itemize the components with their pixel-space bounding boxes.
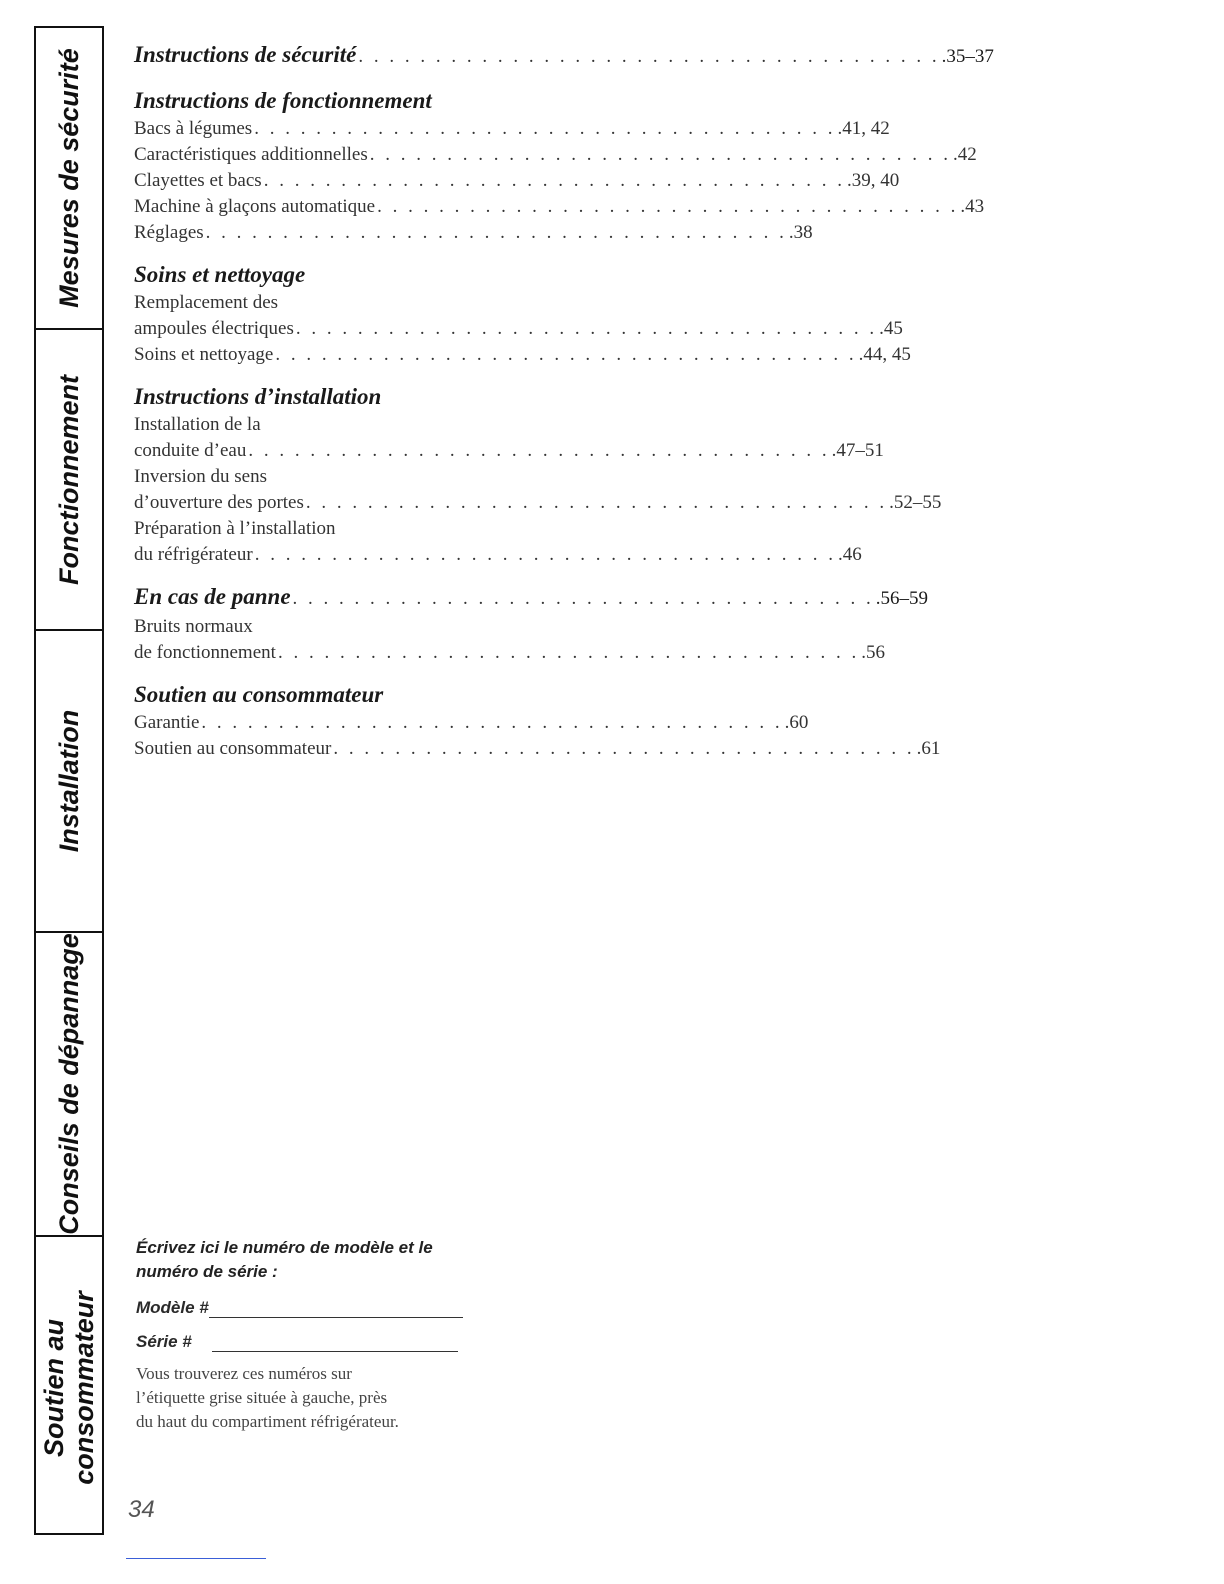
tab-mesures-de-securite[interactable] [36, 28, 102, 330]
toc-page-ref: .42 [952, 144, 977, 165]
leader-dots: . . . . . . . . . . . . . . . . . . . . . . . . . . . . . . . . . . . . . . [254, 118, 836, 139]
leader-dots: . . . . . . . . . . . . . . . . . . . . . . . . . . . . . . . . . . . . . . [305, 492, 888, 513]
toc-section [134, 382, 942, 568]
serial-label: Série # [136, 1332, 192, 1351]
toc-page-ref: .44, 45 [858, 344, 911, 365]
serial-blank-line[interactable] [212, 1333, 458, 1352]
model-serial-record [136, 1236, 496, 1434]
page-number: 34 [128, 1496, 155, 1523]
tab-conseils-de-depannage[interactable] [36, 933, 102, 1237]
toc-page-ref: .52–55 [889, 492, 942, 513]
toc-page-ref: .56 [861, 642, 885, 663]
leader-dots: . . . . . . . . . . . . . . . . . . . . . . . . . . . . . . . . . . . . . . [333, 738, 915, 759]
toc-entry[interactable]: Bruits normaux de fonctionnement . . . . . . . . . . . . . . . . . . . . . . . . . . . . . . . . . . . . . . .56 [134, 614, 514, 666]
toc-section [134, 260, 911, 368]
toc-page-ref: .38 [788, 222, 813, 243]
toc-section [134, 680, 941, 762]
tab-label: Mesures de sécurité [54, 48, 84, 308]
record-note: Vous trouverez ces numéros sur l’étiquette grise située à gauche, près du haut du compartiment réfrigérateur. [136, 1364, 399, 1431]
tab-label: Soutien au consommateur [39, 1291, 99, 1485]
tab-label: Installation [54, 709, 84, 853]
leader-dots: . . . . . . . . . . . . . . . . . . . . . . . . . . . . . . . . . . . . . . [263, 170, 845, 191]
toc-page-ref: .61 [916, 738, 941, 759]
leader-dots: . . . . . . . . . . . . . . . . . . . . . . . . . . . . . . . . . . . . . . [295, 318, 878, 339]
section-tabs [34, 26, 104, 1535]
record-heading: Écrivez ici le numéro de modèle et le numéro de série : [136, 1238, 433, 1281]
toc-page-ref: .35–37 [941, 46, 994, 67]
leader-dots: . . . . . . . . . . . . . . . . . . . . . . . . . . . . . . . . . . . . . . [358, 46, 940, 67]
toc-page-ref: .45 [879, 318, 903, 339]
toc-page-ref: .60 [784, 712, 809, 733]
toc-entry[interactable]: Garantie . . . . . . . . . . . . . . . . . . . . . . . . . . . . . . . . . . . . . . .60 [134, 710, 514, 736]
toc-entry[interactable]: Préparation à l’installation du réfrigérateur . . . . . . . . . . . . . . . . . . . . . . . . . . . . . . . . . . . . . . .46 [134, 516, 514, 568]
leader-dots: . . . . . . . . . . . . . . . . . . . . . . . . . . . . . . . . . . . . . . [248, 440, 830, 461]
toc-entry[interactable]: Remplacement des ampoules électriques . . . . . . . . . . . . . . . . . . . . . . . . . . . . . . . . . . . . . . .45 [134, 290, 514, 342]
table-of-contents [134, 40, 994, 776]
leader-dots: . . . . . . . . . . . . . . . . . . . . . . . . . . . . . . . . . . . . . . [292, 588, 874, 609]
toc-page-ref: .56–59 [875, 588, 929, 609]
toc-page-ref: .39, 40 [846, 170, 900, 191]
toc-section [134, 40, 994, 72]
leader-dots: . . . . . . . . . . . . . . . . . . . . . . . . . . . . . . . . . . . . . . [254, 544, 836, 565]
leader-dots: . . . . . . . . . . . . . . . . . . . . . . . . . . . . . . . . . . . . . . [369, 144, 951, 165]
toc-entry[interactable]: Clayettes et bacs . . . . . . . . . . . . . . . . . . . . . . . . . . . . . . . . . . . . . . .39, 40 [134, 168, 514, 194]
toc-section-title[interactable]: Soutien au consommateur [134, 682, 384, 707]
toc-entry[interactable]: Caractéristiques additionnelles . . . . . . . . . . . . . . . . . . . . . . . . . . . . . . . . . . . . . . .42 [134, 142, 514, 168]
toc-entry[interactable]: Inversion du sens d’ouverture des portes . . . . . . . . . . . . . . . . . . . . . . . . . . . . . . . . . . . . . . .52–55 [134, 464, 514, 516]
toc-entry[interactable]: Bacs à légumes . . . . . . . . . . . . . . . . . . . . . . . . . . . . . . . . . . . . . . .41, 42 [134, 116, 514, 142]
toc-section-title[interactable]: Soins et nettoyage [134, 262, 306, 287]
toc-page-ref: .46 [837, 544, 862, 565]
tab-fonctionnement[interactable] [36, 330, 102, 631]
model-label: Modèle # [136, 1298, 209, 1317]
leader-dots: . . . . . . . . . . . . . . . . . . . . . . . . . . . . . . . . . . . . . . [377, 196, 959, 217]
model-blank-line[interactable] [209, 1299, 463, 1318]
toc-page-ref: .41, 42 [837, 118, 890, 139]
model-field[interactable] [136, 1298, 496, 1318]
toc-section [134, 582, 929, 666]
toc-page-ref: .47–51 [831, 440, 884, 461]
toc-entry[interactable]: Réglages . . . . . . . . . . . . . . . . . . . . . . . . . . . . . . . . . . . . . . .38 [134, 220, 514, 246]
toc-section-title[interactable]: En cas de panne . . . . . . . . . . . . . . . . . . . . . . . . . . . . . . . . . . . . . . .56–59 [134, 582, 514, 614]
toc-entry[interactable]: Soins et nettoyage . . . . . . . . . . . . . . . . . . . . . . . . . . . . . . . . . . . . . . .44, 45 [134, 342, 514, 368]
tab-installation[interactable] [36, 631, 102, 933]
tab-label: Conseils de dépannage [54, 933, 84, 1235]
toc-section-title[interactable]: Instructions d’installation [134, 384, 382, 409]
serial-field[interactable] [136, 1332, 496, 1352]
toc-page-ref: .43 [960, 196, 985, 217]
toc-entry[interactable]: Soutien au consommateur . . . . . . . . . . . . . . . . . . . . . . . . . . . . . . . . . . . . . . .61 [134, 736, 514, 762]
toc-entry[interactable]: Installation de la conduite d’eau . . . . . . . . . . . . . . . . . . . . . . . . . . . . . . . . . . . . . . .47–51 [134, 412, 514, 464]
toc-section-title[interactable]: Instructions de sécurité . . . . . . . . . . . . . . . . . . . . . . . . . . . . . . . . . . . . . . .35–37 [134, 40, 514, 72]
leader-dots: . . . . . . . . . . . . . . . . . . . . . . . . . . . . . . . . . . . . . . [277, 642, 860, 663]
leader-dots: . . . . . . . . . . . . . . . . . . . . . . . . . . . . . . . . . . . . . . [205, 222, 787, 243]
tab-soutien-au-consommateur[interactable] [36, 1237, 102, 1539]
leader-dots: . . . . . . . . . . . . . . . . . . . . . . . . . . . . . . . . . . . . . . [201, 712, 783, 733]
tab-label: Fonctionnement [54, 374, 84, 585]
toc-entry[interactable]: Machine à glaçons automatique . . . . . . . . . . . . . . . . . . . . . . . . . . . . . . . . . . . . . . .43 [134, 194, 514, 220]
toc-section-title[interactable]: Instructions de fonctionnement [134, 88, 432, 113]
leader-dots: . . . . . . . . . . . . . . . . . . . . . . . . . . . . . . . . . . . . . . [275, 344, 857, 365]
footer-rule [126, 1558, 266, 1559]
toc-section [134, 86, 985, 246]
